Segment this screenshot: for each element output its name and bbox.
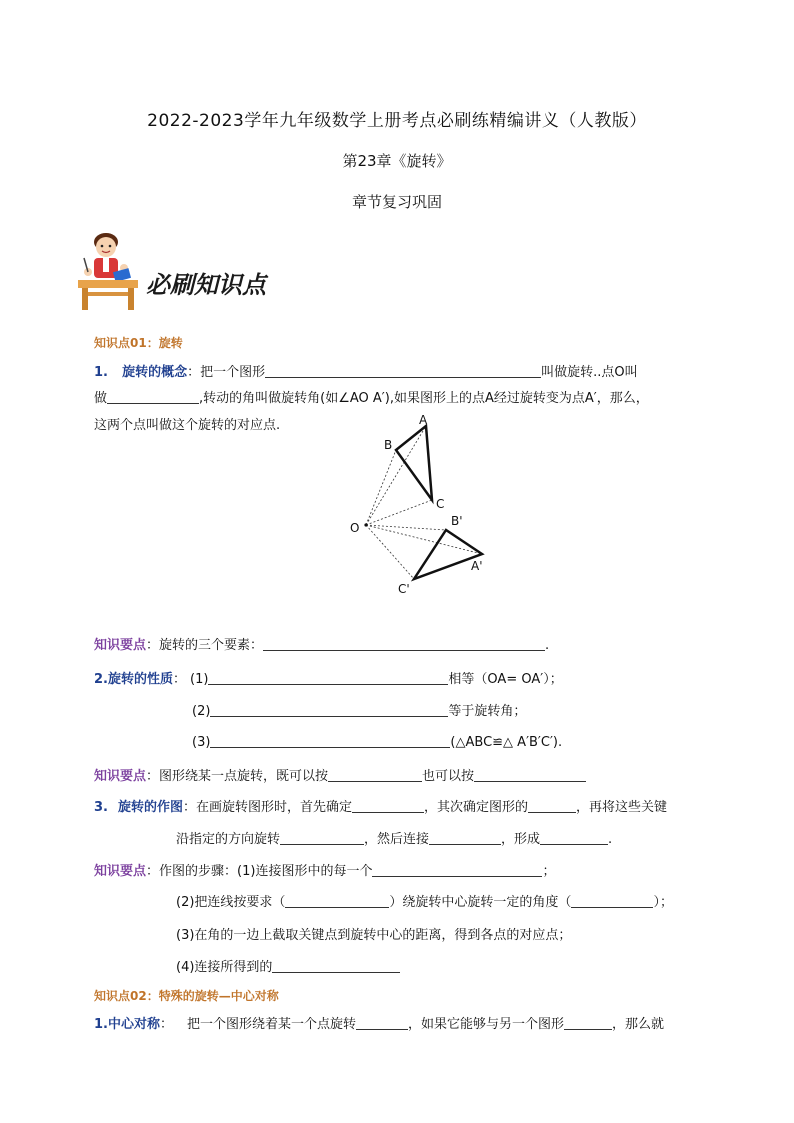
blank-field[interactable] <box>210 702 448 717</box>
property-3-text: (△ABC≌△ A′B′C′). <box>450 735 563 750</box>
central-symmetry-colon: ： <box>159 1017 173 1032</box>
property-1-num: (1) <box>190 672 209 687</box>
rotation-figure <box>340 412 500 602</box>
label-a: A <box>419 413 428 427</box>
blank-field[interactable] <box>528 798 576 813</box>
concept-text-5: 这两个点叫做这个旋转的对应点. <box>94 418 281 433</box>
blank-field[interactable] <box>474 767 586 782</box>
blank-field[interactable] <box>564 1015 612 1030</box>
step-2-text-1: (2)把连线按要求（ <box>176 895 286 910</box>
blank-field[interactable] <box>107 389 199 404</box>
blank-field[interactable] <box>328 767 422 782</box>
drawing-colon: ： <box>183 800 197 815</box>
central-symmetry-text-3: ，那么就 <box>612 1017 665 1032</box>
section-title: 章节复习巩固 <box>351 193 442 211</box>
central-symmetry-text-2: ，如果它能够与另一个图形 <box>408 1017 565 1032</box>
label-c: C <box>436 497 445 511</box>
blank-field[interactable] <box>429 830 501 845</box>
tip-3-step-2 <box>176 891 673 910</box>
property-row-3 <box>192 733 562 750</box>
knowledge-point-01-heading: 知识点01：旋转 <box>94 336 183 350</box>
concept-colon: ： <box>187 365 201 380</box>
point-o <box>364 523 367 526</box>
concept-line-1 <box>94 361 638 380</box>
tip-3-step-3: (3)在角的一边上截取关键点到旋转中心的距离，得到各点的对应点； <box>176 928 572 943</box>
tip-1-end: . <box>545 638 550 653</box>
step-1-text: 作图的步骤：(1)连接图形中的每一个 <box>159 864 373 879</box>
drawing-text-2: ，其次确定图形的 <box>424 800 529 815</box>
drawing-label: 旋转的作图 <box>117 800 183 815</box>
tip-label: 知识要点 <box>94 864 147 879</box>
blank-field[interactable] <box>263 636 545 651</box>
step-4-text: (4)连接所得到的 <box>176 960 273 975</box>
step-2-text-3: ）； <box>653 895 673 910</box>
drawing-text-4: 沿指定的方向旋转 <box>176 832 281 847</box>
concept-text-2: 叫做旋转..点O叫 <box>541 365 638 380</box>
tip-2 <box>94 765 586 784</box>
drawing-text-3: ，再将这些关键 <box>576 800 668 815</box>
central-symmetry-text-1: 把一个图形绕着某一个点旋转 <box>187 1017 357 1032</box>
dashed-ob2 <box>366 525 446 530</box>
concept-line-2 <box>94 387 649 406</box>
concept-label: 旋转的概念 <box>122 365 188 380</box>
blank-field[interactable] <box>285 893 389 908</box>
blank-field[interactable] <box>265 363 541 378</box>
property-row-2 <box>192 700 526 719</box>
property-row-1 <box>94 668 563 687</box>
drawing-line-2 <box>176 828 612 847</box>
blank-field[interactable] <box>372 862 542 877</box>
tip-3-step-1 <box>94 860 555 879</box>
blank-field[interactable] <box>571 893 653 908</box>
tip-3-step-4 <box>176 956 400 975</box>
property-2-text: 等于旋转角； <box>448 704 527 719</box>
tip-2-text-2: 也可以按 <box>422 769 475 784</box>
property-colon: ： <box>172 672 186 687</box>
property-1-text: 相等（OA= OA′）； <box>448 672 563 687</box>
concept-text-4: ,转动的角叫做旋转角(如∠AO A′),如果图形上的点A经过旋转变为点A′，那么， <box>199 391 649 406</box>
tip-colon: ： <box>146 864 160 879</box>
tip-2-text-1: 图形绕某一点旋转，既可以按 <box>159 769 329 784</box>
chapter-title: 第23章《旋转》 <box>342 152 452 170</box>
blank-field[interactable] <box>272 958 400 973</box>
triangle-abc <box>396 426 432 500</box>
central-symmetry-line <box>94 1013 664 1032</box>
tip-label: 知识要点 <box>94 638 147 653</box>
rotation-diagram <box>340 412 500 602</box>
blank-field[interactable] <box>210 733 450 748</box>
property-3-num: (3) <box>192 735 211 750</box>
dashed-ob <box>366 450 396 525</box>
concept-text-1: 把一个图形 <box>200 365 266 380</box>
item-number: 1. <box>94 365 108 380</box>
blank-field[interactable] <box>208 670 448 685</box>
dashed-oc <box>366 500 432 525</box>
label-b-prime: B' <box>451 514 463 528</box>
property-label: 2.旋转的性质 <box>94 672 173 687</box>
drawing-line-1 <box>94 796 667 815</box>
blank-field[interactable] <box>352 798 424 813</box>
dashed-oa2 <box>366 525 482 554</box>
tip-1-text: 旋转的三个要素： <box>159 638 264 653</box>
tip-colon: ： <box>146 769 160 784</box>
student-mascot-icon <box>74 228 140 312</box>
step-2-text-2: ）绕旋转中心旋转一定的角度（ <box>389 895 572 910</box>
label-a-prime: A' <box>471 559 483 573</box>
step-1-end: ； <box>542 864 556 879</box>
tip-1 <box>94 634 549 653</box>
drawing-text-5: ，然后连接 <box>364 832 430 847</box>
tip-label: 知识要点 <box>94 769 147 784</box>
item-number: 3. <box>94 800 108 815</box>
central-symmetry-label: 1.中心对称 <box>94 1017 160 1032</box>
label-o: O <box>350 521 360 535</box>
concept-text-3: 做 <box>94 391 108 406</box>
banner-title: 必刷知识点 <box>146 270 266 299</box>
drawing-text-6: ，形成 <box>501 832 541 847</box>
tip-colon: ： <box>146 638 160 653</box>
drawing-text-1: 在画旋转图形时，首先确定 <box>196 800 353 815</box>
dashed-oc2 <box>366 525 414 579</box>
blank-field[interactable] <box>540 830 608 845</box>
knowledge-point-02-heading: 知识点02：特殊的旋转—中心对称 <box>94 989 279 1003</box>
blank-field[interactable] <box>356 1015 408 1030</box>
dashed-oa <box>366 426 426 525</box>
drawing-text-7: . <box>608 832 613 847</box>
label-c-prime: C' <box>398 582 410 596</box>
blank-field[interactable] <box>280 830 364 845</box>
property-2-num: (2) <box>192 704 211 719</box>
document-title: 2022-2023学年九年级数学上册考点必刷练精编讲义（人教版） <box>147 111 647 131</box>
label-b: B <box>384 438 393 452</box>
